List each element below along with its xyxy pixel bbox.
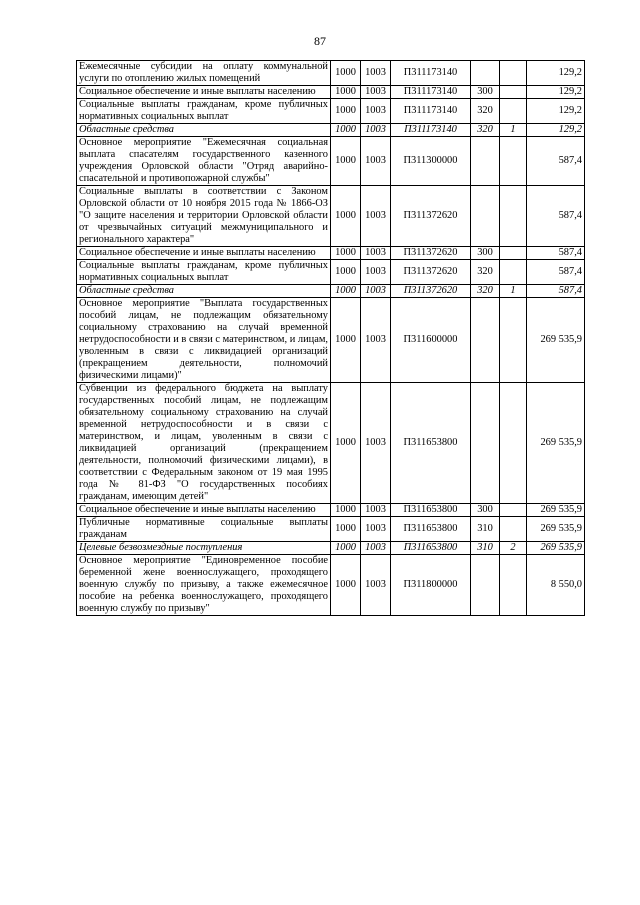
row-expense-type: 310 [471, 517, 500, 542]
row-subsection-code: 1003 [361, 260, 391, 285]
table-row [77, 99, 585, 124]
row-section-code: 1000 [331, 542, 361, 555]
row-target-article: П311173140 [391, 99, 471, 124]
row-target-article: П311653800 [391, 504, 471, 517]
row-funding-code [500, 186, 527, 247]
row-target-article: П311600000 [391, 298, 471, 383]
row-target-article: П311300000 [391, 137, 471, 186]
row-section-code: 1000 [331, 137, 361, 186]
row-name: Областные средства [77, 285, 331, 298]
table-row [77, 285, 585, 298]
table-row [77, 542, 585, 555]
table-row [77, 298, 585, 383]
row-section-code: 1000 [331, 186, 361, 247]
row-target-article: П311653800 [391, 383, 471, 504]
table-row [77, 383, 585, 504]
row-amount: 129,2 [527, 86, 585, 99]
row-expense-type: 300 [471, 86, 500, 99]
row-expense-type: 320 [471, 260, 500, 285]
row-section-code: 1000 [331, 247, 361, 260]
row-funding-code [500, 86, 527, 99]
row-section-code: 1000 [331, 517, 361, 542]
row-section-code: 1000 [331, 99, 361, 124]
row-amount: 8 550,0 [527, 555, 585, 616]
row-expense-type: 320 [471, 285, 500, 298]
row-target-article: П311653800 [391, 542, 471, 555]
row-funding-code [500, 260, 527, 285]
row-amount: 129,2 [527, 61, 585, 86]
row-name: Областные средства [77, 124, 331, 137]
table-row [77, 504, 585, 517]
row-section-code: 1000 [331, 86, 361, 99]
page-number: 87 [314, 34, 326, 48]
row-amount: 587,4 [527, 186, 585, 247]
row-name: Основное мероприятие "Выплата государственных пособий лицам, не подлежащим обязательному социальному страхованию на случай временной нетрудоспособности и в связи с материнством, и лицам, уволенным в связи с ликвидацией организаций (прекращением деятельности, полномочий физическими лицами)" [77, 298, 331, 383]
table-row [77, 61, 585, 86]
row-funding-code [500, 555, 527, 616]
row-expense-type [471, 61, 500, 86]
row-funding-code [500, 504, 527, 517]
row-subsection-code: 1003 [361, 247, 391, 260]
table-row [77, 124, 585, 137]
row-target-article: П311372620 [391, 260, 471, 285]
row-amount: 129,2 [527, 99, 585, 124]
row-expense-type [471, 555, 500, 616]
row-expense-type [471, 298, 500, 383]
row-subsection-code: 1003 [361, 61, 391, 86]
row-name: Социальное обеспечение и иные выплаты населению [77, 86, 331, 99]
row-expense-type [471, 137, 500, 186]
row-subsection-code: 1003 [361, 517, 391, 542]
row-section-code: 1000 [331, 260, 361, 285]
table-row [77, 247, 585, 260]
row-section-code: 1000 [331, 555, 361, 616]
row-target-article: П311653800 [391, 517, 471, 542]
row-target-article: П311173140 [391, 124, 471, 137]
row-name: Публичные нормативные социальные выплаты гражданам [77, 517, 331, 542]
row-subsection-code: 1003 [361, 504, 391, 517]
row-funding-code [500, 298, 527, 383]
row-section-code: 1000 [331, 124, 361, 137]
row-section-code: 1000 [331, 285, 361, 298]
row-amount: 587,4 [527, 137, 585, 186]
table-row [77, 260, 585, 285]
row-amount: 269 535,9 [527, 542, 585, 555]
row-funding-code [500, 137, 527, 186]
row-amount: 129,2 [527, 124, 585, 137]
row-funding-code [500, 99, 527, 124]
row-subsection-code: 1003 [361, 137, 391, 186]
row-subsection-code: 1003 [361, 555, 391, 616]
row-target-article: П311173140 [391, 61, 471, 86]
table-row [77, 186, 585, 247]
row-subsection-code: 1003 [361, 99, 391, 124]
row-expense-type [471, 383, 500, 504]
row-subsection-code: 1003 [361, 285, 391, 298]
row-name: Социальные выплаты гражданам, кроме публичных нормативных социальных выплат [77, 99, 331, 124]
row-funding-code: 1 [500, 124, 527, 137]
row-amount: 269 535,9 [527, 504, 585, 517]
row-subsection-code: 1003 [361, 542, 391, 555]
row-target-article: П311372620 [391, 247, 471, 260]
row-funding-code: 1 [500, 285, 527, 298]
row-subsection-code: 1003 [361, 86, 391, 99]
row-name: Социальное обеспечение и иные выплаты населению [77, 247, 331, 260]
row-amount: 587,4 [527, 247, 585, 260]
row-expense-type: 300 [471, 504, 500, 517]
row-section-code: 1000 [331, 298, 361, 383]
row-section-code: 1000 [331, 61, 361, 86]
row-expense-type: 310 [471, 542, 500, 555]
row-subsection-code: 1003 [361, 383, 391, 504]
row-name: Социальные выплаты в соответствии с Законом Орловской области от 10 ноября 2015 года № 1866-ОЗ "О защите населения и территории Орловской области от чрезвычайных ситуаций межмуниципального и регионального характера" [77, 186, 331, 247]
row-name: Основное мероприятие "Единовременное пособие беременной жене военнослужащего, проходящего военную службу по призыву, а также ежемесячное пособие на ребенка военнослужащего, проходящего военную службу по призыву" [77, 555, 331, 616]
row-name: Основное мероприятие "Ежемесячная социальная выплата спасателям государственного казенного учреждения Орловской области "Отряд аварийно-спасательной и противопожарной службы" [77, 137, 331, 186]
row-name: Социальное обеспечение и иные выплаты населению [77, 504, 331, 517]
row-funding-code [500, 61, 527, 86]
row-funding-code [500, 383, 527, 504]
row-target-article: П311372620 [391, 186, 471, 247]
row-amount: 587,4 [527, 285, 585, 298]
budget-table [76, 60, 585, 616]
row-funding-code: 2 [500, 542, 527, 555]
row-name: Социальные выплаты гражданам, кроме публичных нормативных социальных выплат [77, 260, 331, 285]
table-row [77, 86, 585, 99]
row-expense-type: 320 [471, 99, 500, 124]
row-amount: 269 535,9 [527, 383, 585, 504]
row-section-code: 1000 [331, 383, 361, 504]
row-subsection-code: 1003 [361, 124, 391, 137]
table-row [77, 137, 585, 186]
table-row [77, 555, 585, 616]
row-name: Субвенции из федерального бюджета на выплату государственных пособий лицам, не подлежащим обязательному социальному страхованию на случай временной нетрудоспособности и в связи с материнством, и лицам, уволенным в связи с ликвидацией организаций (прекращением деятельности, полномочий физическими лицами), в соответствии с Федеральным законом от 19 мая 1995 года № 81-ФЗ "О государственных пособиях гражданам, имеющим детей" [77, 383, 331, 504]
row-subsection-code: 1003 [361, 186, 391, 247]
row-name: Целевые безвозмездные поступления [77, 542, 331, 555]
row-target-article: П311173140 [391, 86, 471, 99]
row-subsection-code: 1003 [361, 298, 391, 383]
row-target-article: П311372620 [391, 285, 471, 298]
row-expense-type [471, 186, 500, 247]
row-amount: 269 535,9 [527, 298, 585, 383]
row-expense-type: 300 [471, 247, 500, 260]
table-row [77, 517, 585, 542]
row-expense-type: 320 [471, 124, 500, 137]
row-section-code: 1000 [331, 504, 361, 517]
row-name: Ежемесячные субсидии на оплату коммунальной услуги по отоплению жилых помещений [77, 61, 331, 86]
row-amount: 269 535,9 [527, 517, 585, 542]
row-target-article: П311800000 [391, 555, 471, 616]
row-funding-code [500, 517, 527, 542]
row-funding-code [500, 247, 527, 260]
row-amount: 587,4 [527, 260, 585, 285]
